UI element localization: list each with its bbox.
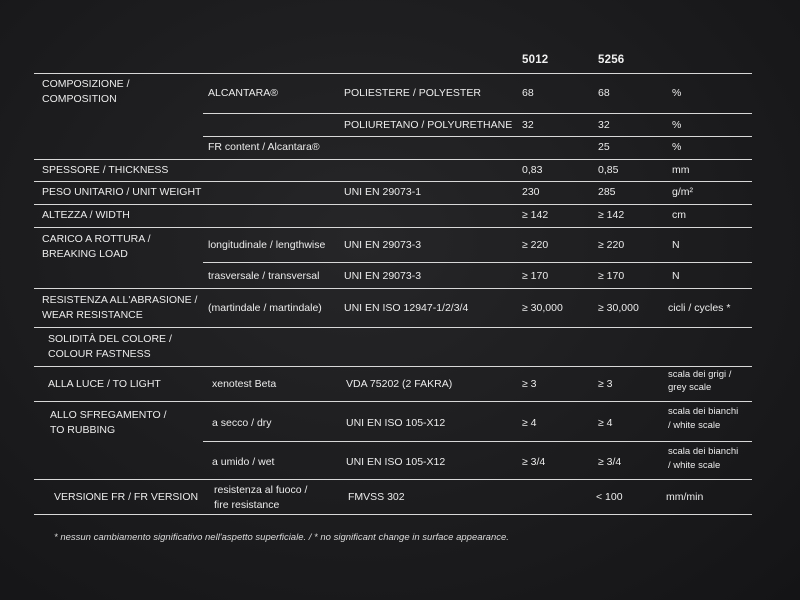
property-label: PESO UNITARIO / UNIT WEIGHT xyxy=(42,186,202,198)
method-label: POLIURETANO / POLYURETHANE xyxy=(344,119,513,131)
footnote: * nessun cambiamento significativo nell'aspetto superficiale. / * no significant change in surface appearance. xyxy=(54,532,509,543)
unit-label: scala dei bianchi xyxy=(668,406,739,417)
value-5012: 230 xyxy=(522,186,540,198)
property-label: SPESSORE / THICKNESS xyxy=(42,164,169,176)
method-label: UNI EN 29073-3 xyxy=(344,270,422,282)
value-5256: < 100 xyxy=(596,491,623,503)
value-5012: 68 xyxy=(522,87,534,99)
method-label: POLIESTERE / POLYESTER xyxy=(344,87,481,99)
property-label: BREAKING LOAD xyxy=(42,248,128,260)
row-divider xyxy=(34,514,752,515)
property-label: COMPOSIZIONE / xyxy=(42,78,130,90)
property-label: RESISTENZA ALL'ABRASIONE / xyxy=(42,294,198,306)
unit-label: mm xyxy=(672,164,690,176)
condition-label: resistenza al fuoco / xyxy=(214,484,308,496)
condition-label: trasversale / transversal xyxy=(208,270,320,282)
value-5012: 32 xyxy=(522,119,534,131)
property-label: VERSIONE FR / FR VERSION xyxy=(54,491,199,503)
row-divider xyxy=(34,479,752,480)
row-divider xyxy=(203,441,752,442)
value-5012: 0,83 xyxy=(522,164,543,176)
unit-label: scala dei bianchi xyxy=(668,446,739,457)
property-label: TO RUBBING xyxy=(50,424,116,436)
condition-label: ALCANTARA® xyxy=(208,87,278,99)
value-5256: ≥ 142 xyxy=(598,209,625,221)
row-divider xyxy=(34,159,752,160)
row-divider xyxy=(34,327,752,328)
value-5256: 0,85 xyxy=(598,164,619,176)
method-label: FMVSS 302 xyxy=(348,491,405,503)
column-header-5012: 5012 xyxy=(522,54,549,66)
unit-label: % xyxy=(672,87,682,99)
value-5256: ≥ 30,000 xyxy=(598,302,639,314)
condition-label: FR content / Alcantara® xyxy=(208,141,320,153)
row-divider xyxy=(34,181,752,182)
condition-label: fire resistance xyxy=(214,499,280,511)
condition-label: longitudinale / lengthwise xyxy=(208,239,326,251)
row-divider xyxy=(203,262,752,263)
value-5012: ≥ 3/4 xyxy=(522,456,546,468)
property-label: ALTEZZA / WIDTH xyxy=(42,209,130,221)
condition-label: xenotest Beta xyxy=(212,378,277,390)
value-5256: 285 xyxy=(598,186,616,198)
unit-label: cm xyxy=(672,209,686,221)
row-divider xyxy=(34,227,752,228)
unit-label: % xyxy=(672,141,682,153)
property-label: COLOUR FASTNESS xyxy=(48,348,151,360)
row-divider xyxy=(34,401,752,402)
unit-label: / white scale xyxy=(668,460,721,471)
unit-label: scala dei grigi / xyxy=(668,369,732,380)
value-5012: ≥ 220 xyxy=(522,239,549,251)
value-5256: ≥ 3 xyxy=(598,378,613,390)
condition-label: a secco / dry xyxy=(212,417,272,429)
value-5256: ≥ 170 xyxy=(598,270,625,282)
unit-label: N xyxy=(672,239,680,251)
value-5012: ≥ 30,000 xyxy=(522,302,563,314)
row-divider xyxy=(34,204,752,205)
unit-label: N xyxy=(672,270,680,282)
property-label: WEAR RESISTANCE xyxy=(42,309,143,321)
row-divider xyxy=(34,288,752,289)
unit-label: % xyxy=(672,119,682,131)
column-header-5256: 5256 xyxy=(598,54,625,66)
property-label: CARICO A ROTTURA / xyxy=(42,233,151,245)
value-5012: ≥ 170 xyxy=(522,270,549,282)
value-5256: ≥ 3/4 xyxy=(598,456,622,468)
method-label: UNI EN ISO 105-X12 xyxy=(346,417,446,429)
value-5256: ≥ 4 xyxy=(598,417,613,429)
value-5256: ≥ 220 xyxy=(598,239,625,251)
unit-label: g/m² xyxy=(672,186,693,198)
value-5256: 68 xyxy=(598,87,610,99)
row-divider xyxy=(203,136,752,137)
condition-label: a umido / wet xyxy=(212,456,275,468)
property-label: ALLO SFREGAMENTO / xyxy=(50,409,167,421)
property-label: COMPOSITION xyxy=(42,93,117,105)
method-label: UNI EN ISO 105-X12 xyxy=(346,456,446,468)
method-label: UNI EN 29073-3 xyxy=(344,239,422,251)
value-5012: ≥ 142 xyxy=(522,209,549,221)
unit-label: cicli / cycles * xyxy=(668,302,731,314)
value-5256: 32 xyxy=(598,119,610,131)
row-divider xyxy=(34,73,752,74)
row-divider xyxy=(203,113,752,114)
value-5012: ≥ 3 xyxy=(522,378,537,390)
value-5256: 25 xyxy=(598,141,610,153)
condition-label: (martindale / martindale) xyxy=(208,302,322,314)
row-divider xyxy=(34,366,752,367)
unit-label: mm/min xyxy=(666,491,704,503)
property-label: ALLA LUCE / TO LIGHT xyxy=(48,378,161,390)
unit-label: grey scale xyxy=(668,382,712,393)
method-label: VDA 75202 (2 FAKRA) xyxy=(346,378,453,390)
method-label: UNI EN 29073-1 xyxy=(344,186,422,198)
value-5012: ≥ 4 xyxy=(522,417,537,429)
method-label: UNI EN ISO 12947-1/2/3/4 xyxy=(344,302,469,314)
unit-label: / white scale xyxy=(668,420,721,431)
property-label: SOLIDITÀ DEL COLORE / xyxy=(48,333,172,345)
